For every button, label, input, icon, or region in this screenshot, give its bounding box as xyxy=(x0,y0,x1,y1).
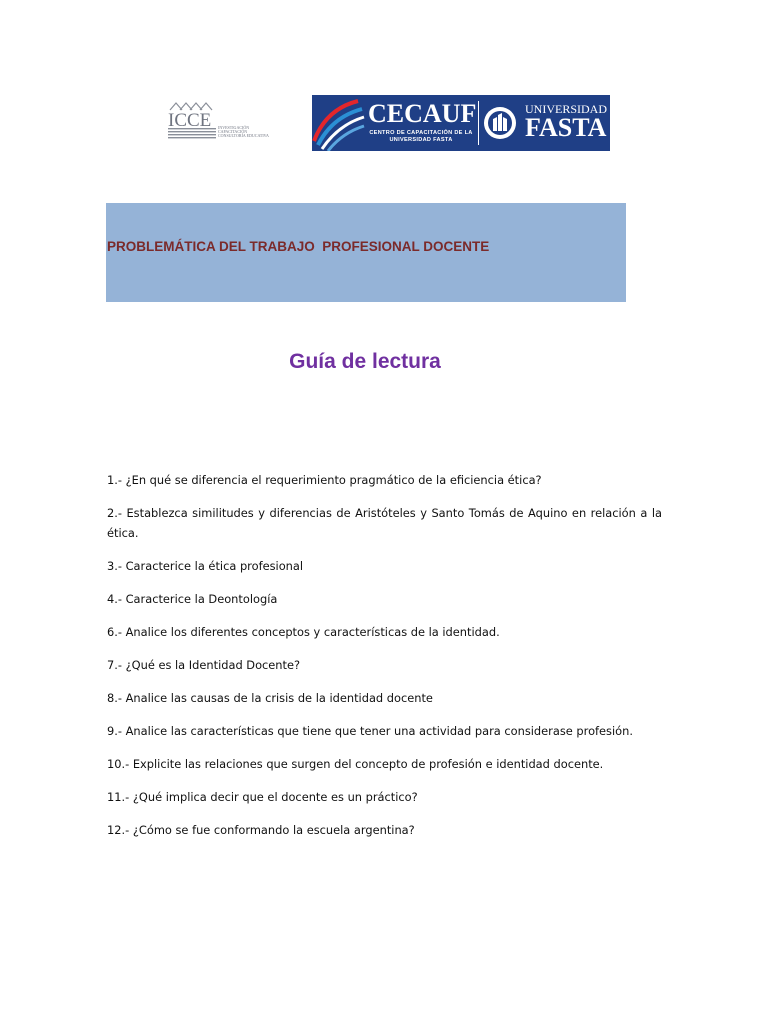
questions-list xyxy=(107,470,662,853)
university-name: FASTA xyxy=(525,113,607,142)
question-item: 4.- Caracterice la Deontología xyxy=(107,592,278,606)
cecauf-title: CECAUF xyxy=(368,99,477,128)
document-heading: PROBLEMÁTICA DEL TRABAJO PROFESIONAL DOCENTE xyxy=(107,239,490,254)
title-block xyxy=(106,203,626,302)
question-item: 3.- Caracterice la ética profesional xyxy=(107,559,304,573)
question-item: 10.- Explicite las relaciones que surgen del concepto de profesión e identidad docente. xyxy=(107,757,604,771)
question-item: 1.- ¿En qué se diferencia el requerimiento pragmático de la eficiencia ética? xyxy=(107,473,542,487)
cecauf-subtitle: CENTRO DE CAPACITACIÓN DE LA UNIVERSIDAD FASTA xyxy=(369,130,473,143)
icce-logo xyxy=(166,100,280,144)
question-item: 6.- Analice los diferentes conceptos y características de la identidad. xyxy=(107,625,500,639)
university-label: UNIVERSIDAD xyxy=(525,102,607,116)
cecauf-banner xyxy=(312,95,610,151)
icce-building-logo-icon xyxy=(166,100,280,144)
question-item: 12.- ¿Cómo se fue conformando la escuela argentina? xyxy=(107,823,415,837)
question-item: 8.- Analice las causas de la crisis de la identidad docente xyxy=(107,691,433,705)
question-item: 9.- Analice las características que tiene que tener una actividad para considerase profesión. xyxy=(107,724,633,738)
guide-title: Guía de lectura xyxy=(289,350,441,373)
icce-subtext-3: CONSULTORÍA EDUCATIVA xyxy=(218,133,269,138)
icce-subtext-1: INVESTIGACIÓN xyxy=(218,125,250,130)
banner-divider xyxy=(478,101,479,145)
icce-subtext-2: CAPACITACIÓN xyxy=(218,129,248,134)
question-item: 7.- ¿Qué es la Identidad Docente? xyxy=(107,658,301,672)
question-item: 11.- ¿Qué implica decir que el docente es un práctico? xyxy=(107,790,418,804)
icce-logo-text: ICCE xyxy=(168,110,212,131)
question-item: 2.- Establezca similitudes y diferencias de Aristóteles y Santo Tomás de Aquino en relación a la ética. xyxy=(107,506,662,540)
